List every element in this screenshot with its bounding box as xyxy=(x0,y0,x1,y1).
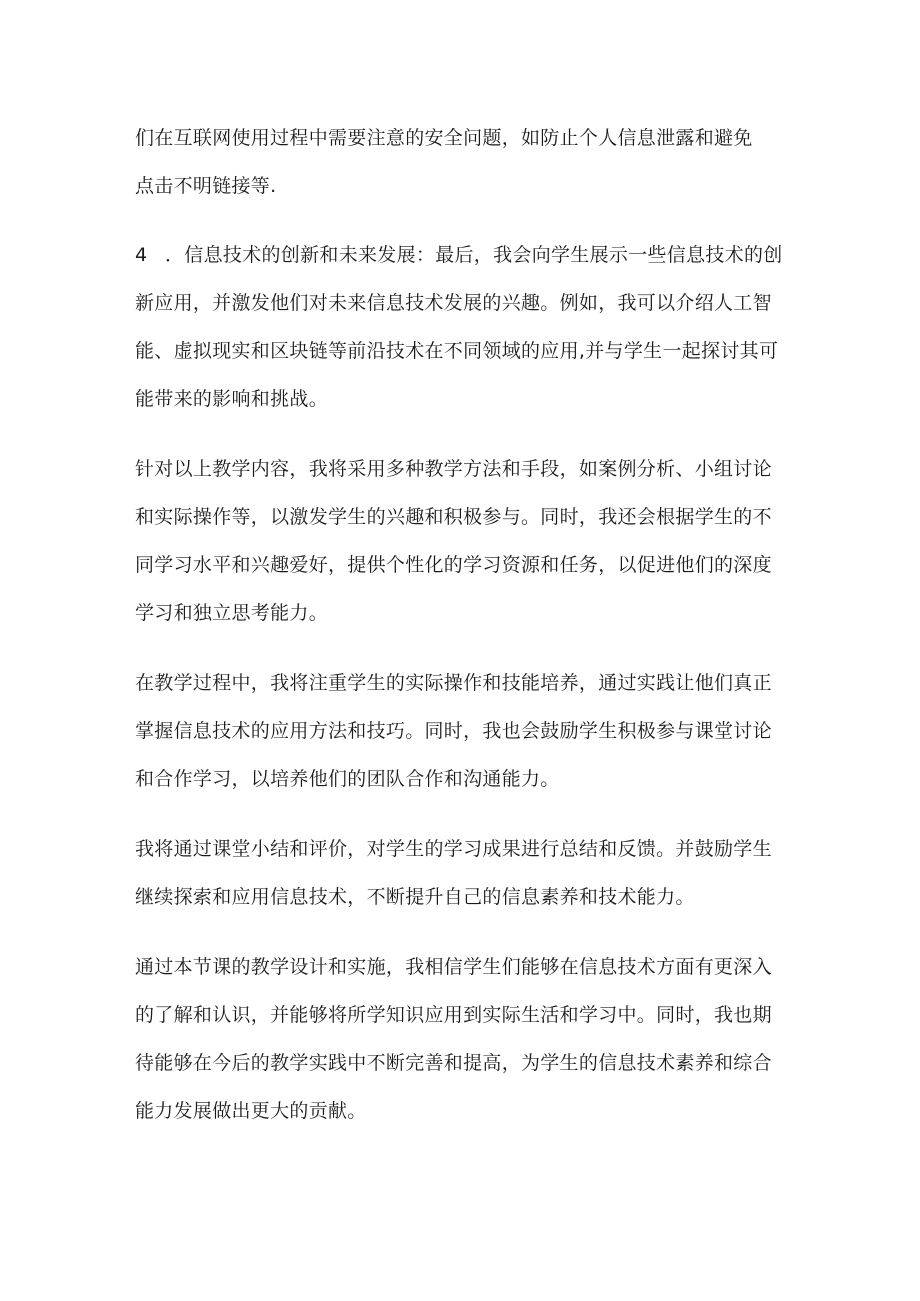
paragraph-6-line-2: 的了解和认识，并能够将所学知识应用到实际生活和学习中。同时，我也期 xyxy=(135,1004,772,1026)
paragraph-6-line-3: 待能够在今后的教学实践中不断完善和提高，为学生的信息技术素养和综合 xyxy=(135,1052,772,1074)
paragraph-4-line-3: 和合作学习，以培养他们的团队合作和沟通能力。 xyxy=(135,768,560,790)
paragraph-5-line-2: 继续探索和应用信息技术，不断提升自己的信息素养和技术能力。 xyxy=(135,886,695,908)
paragraph-3-line-1: 针对以上教学内容，我将采用多种教学方法和手段，如案例分析、小组讨论 xyxy=(135,458,772,480)
paragraph-2-line-2: 新应用，并激发他们对未来信息技术发展的兴趣。例如，我可以介绍人工智 xyxy=(135,292,772,314)
paragraph-6-line-4: 能力发展做出更大的贡献。 xyxy=(135,1100,367,1122)
list-number: 4 xyxy=(135,244,148,266)
paragraph-2-line-1-text: ．信息技术的创新和未来发展：最后，我会向学生展示一些信息技术的创 xyxy=(165,244,783,266)
paragraph-3-line-4: 学习和独立思考能力。 xyxy=(135,602,329,624)
paragraph-1-line-1: 们在互联网使用过程中需要注意的安全问题，如防止个人信息泄露和避免 xyxy=(135,127,753,149)
paragraph-3-line-2: 和实际操作等，以激发学生的兴趣和积极参与。同时，我还会根据学生的不 xyxy=(135,506,772,528)
paragraph-2-line-1 xyxy=(135,243,835,267)
paragraph-1-line-2: 点击不明链接等. xyxy=(135,175,277,197)
paragraph-5-line-1: 我将通过课堂小结和评价，对学生的学习成果进行总结和反馈。并鼓励学生 xyxy=(135,838,772,860)
paragraph-4-line-2: 掌握信息技术的应用方法和技巧。同时，我也会鼓励学生积极参与课堂讨论 xyxy=(135,720,772,742)
paragraph-6-line-1: 通过本节课的教学设计和实施，我相信学生们能够在信息技术方面有更深入 xyxy=(135,956,772,978)
paragraph-4-line-1: 在教学过程中，我将注重学生的实际操作和技能培养，通过实践让他们真正 xyxy=(135,672,772,694)
paragraph-2-line-3: 能、虚拟现实和区块链等前沿技术在不同领域的应用,并与学生一起探讨其可 xyxy=(135,340,779,362)
paragraph-3-line-3: 同学习水平和兴趣爱好，提供个性化的学习资源和任务，以促进他们的深度 xyxy=(135,554,772,576)
paragraph-2-line-4: 能带来的影响和挑战。 xyxy=(135,388,329,410)
